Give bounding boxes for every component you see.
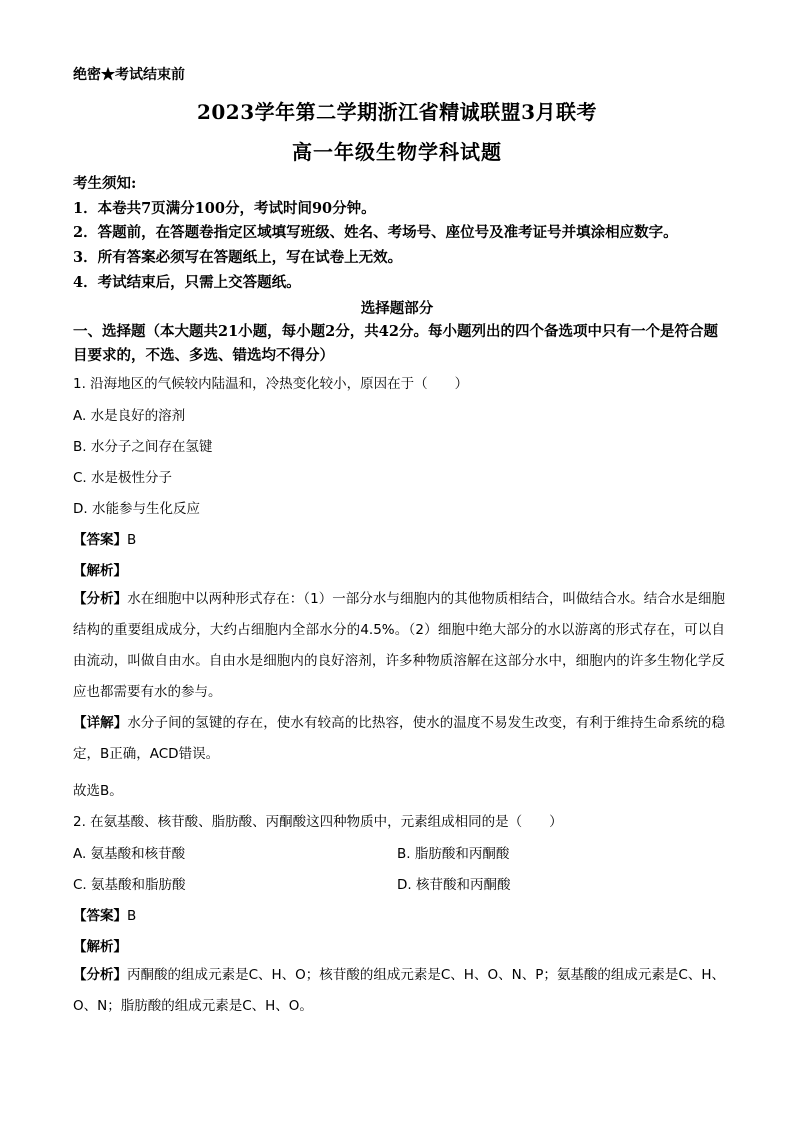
notice-item-2: 2．答题前，在答题卷指定区域填写班级、姓名、考场号、座位号及准考证号并填涂相应数字。 bbox=[73, 224, 678, 241]
xiangjie-text: 水分子间的氢键的存在，使水有较高的比热容，使水的温度不易发生改变，有利于维持生命系统的稳定，B正确，ACD错误。 bbox=[73, 715, 726, 762]
question-1-option-c: C. 水是极性分子 bbox=[73, 470, 173, 486]
answer-value: B bbox=[127, 532, 137, 548]
answer-value: B bbox=[127, 908, 137, 924]
question-1-answer bbox=[73, 528, 136, 548]
question-2-option-d: D. 核苷酸和丙酮酸 bbox=[397, 877, 511, 893]
xiangjie-tag: 【详解】 bbox=[73, 715, 128, 731]
notice-item-4: 4．考试结束后，只需上交答题纸。 bbox=[73, 274, 301, 291]
secret-mark: 绝密★考试结束前 bbox=[73, 67, 185, 83]
notice-item-3: 3．所有答案必须写在答题纸上，写在试卷上无效。 bbox=[73, 249, 403, 266]
notice-heading: 考生须知: bbox=[73, 175, 137, 192]
question-2-stem: 2. 在氨基酸、核苷酸、脂肪酸、丙酮酸这四种物质中，元素组成相同的是（ ） bbox=[73, 814, 563, 830]
answer-tag: 【答案】 bbox=[73, 908, 127, 924]
question-2-option-b: B. 脂肪酸和丙酮酸 bbox=[397, 846, 510, 862]
exam-title: 2023学年第二学期浙江省精诚联盟3月联考 bbox=[196, 100, 598, 124]
question-2-answer bbox=[73, 904, 136, 924]
fenxi-text: 水在细胞中以两种形式存在：（1）一部分水与细胞内的其他物质相结合，叫做结合水。结合水是细胞结构的重要组成成分，大约占细胞内全部水分的4.5%。（2）细胞中绝大部分的水以游离的形式存在，可以自由流动，叫做自由水。自由水是细胞内的良好溶剂，许多种物质溶解在这部分水中，细胞内的许多生物化学反应也都需要有水的参与。 bbox=[73, 591, 726, 700]
notice-item-1: 1．本卷共7页满分100分，考试时间90分钟。 bbox=[73, 200, 376, 217]
question-2-option-a: A. 氨基酸和核苷酸 bbox=[73, 846, 186, 862]
question-1-conclusion: 故选B。 bbox=[73, 783, 123, 799]
question-1-option-d: D. 水能参与生化反应 bbox=[73, 501, 200, 517]
part-title: 一、选择题（本大题共21小题，每小题2分，共42分。每小题列出的四个备选项中只有一个是符合题目要求的，不选、多选、错选均不得分） bbox=[73, 323, 718, 364]
fenxi-tag: 【分析】 bbox=[73, 967, 128, 983]
question-2-fenxi bbox=[73, 960, 725, 1022]
question-1-option-a: A. 水是良好的溶剂 bbox=[73, 408, 186, 424]
question-1-fenxi bbox=[73, 584, 725, 708]
question-1-stem: 1. 沿海地区的气候较内陆温和，冷热变化较小，原因在于（ ） bbox=[73, 376, 469, 392]
question-1-option-b: B. 水分子之间存在氢键 bbox=[73, 439, 213, 455]
question-1-xiangjie bbox=[73, 708, 725, 770]
question-2-option-c: C. 氨基酸和脂肪酸 bbox=[73, 877, 186, 893]
question-1-analysis-tag: 【解析】 bbox=[73, 563, 127, 579]
section-title: 选择题部分 bbox=[360, 300, 434, 317]
exam-subtitle: 高一年级生物学科试题 bbox=[292, 140, 502, 164]
fenxi-text: 丙酮酸的组成元素是C、H、O；核苷酸的组成元素是C、H、O、N、P；氨基酸的组成元素是C、H、O、N；脂肪酸的组成元素是C、H、O。 bbox=[73, 967, 725, 1014]
fenxi-tag: 【分析】 bbox=[73, 591, 128, 607]
question-2-analysis-tag: 【解析】 bbox=[73, 939, 127, 955]
answer-tag: 【答案】 bbox=[73, 532, 127, 548]
